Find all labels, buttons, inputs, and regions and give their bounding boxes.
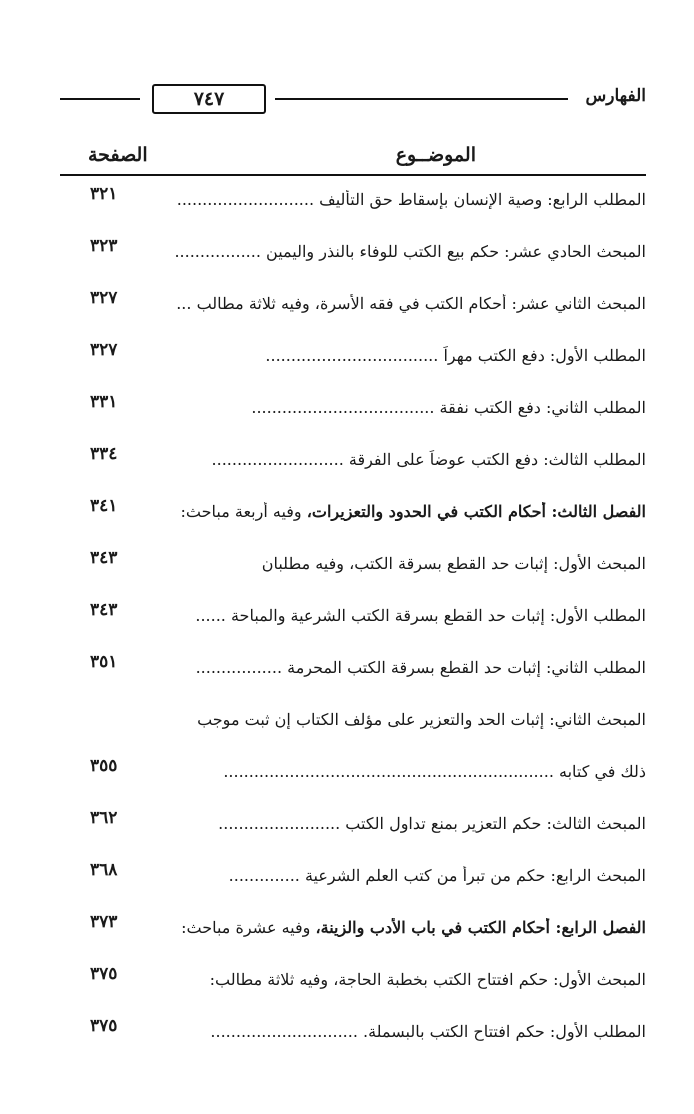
toc-entry-bold: الفصل الثالث: أحكام الكتب في الحدود والتعزيرات، bbox=[306, 502, 646, 521]
toc-entry bbox=[60, 230, 646, 282]
toc-entry bbox=[60, 854, 646, 906]
toc-entry-text bbox=[172, 502, 646, 521]
column-header-page: الصفحة bbox=[88, 144, 148, 166]
toc-entry-text bbox=[172, 190, 646, 209]
toc-entry bbox=[60, 438, 646, 490]
toc-page-number: ٣٧٥ bbox=[90, 964, 118, 984]
toc-entry-title: المطلب الثاني: إثبات حد القطع بسرقة الكتب المحرمة bbox=[287, 658, 646, 677]
toc-page-number: ٣٣٤ bbox=[90, 444, 118, 464]
toc-list bbox=[60, 178, 646, 1062]
toc-leader-dots: .............. bbox=[228, 866, 300, 885]
toc-leader-dots: .................................... bbox=[251, 398, 435, 417]
toc-entry-text bbox=[172, 450, 646, 469]
toc-leader-dots: ........................... bbox=[176, 190, 315, 209]
toc-entry-text bbox=[172, 346, 646, 365]
toc-entry bbox=[60, 698, 646, 750]
page-number-box: ٧٤٧ bbox=[152, 84, 266, 114]
toc-leader-dots: ................. bbox=[195, 658, 283, 677]
running-header bbox=[60, 84, 646, 114]
toc-entry bbox=[60, 178, 646, 230]
toc-entry-title: المطلب الأول: حكم افتتاح الكتب بالبسملة. bbox=[363, 1022, 646, 1041]
toc-leader-dots: ........................ bbox=[218, 814, 341, 833]
toc-entry-title: المبحث الحادي عشر: حكم بيع الكتب للوفاء بالنذر واليمين bbox=[266, 242, 646, 261]
toc-leader-dots: ............................. bbox=[210, 1022, 358, 1041]
toc-page-number: ٣٢٣ bbox=[90, 236, 118, 256]
toc-entry bbox=[60, 958, 646, 1010]
toc-entry-title: المطلب الرابع: وصية الإنسان بإسقاط حق التأليف bbox=[319, 190, 646, 209]
toc-leader-dots: ...... bbox=[195, 606, 226, 625]
toc-page-number: ٣٦٢ bbox=[90, 808, 118, 828]
toc-entry-text bbox=[172, 554, 646, 573]
toc-entry-title: وفيه عشرة مباحث: bbox=[181, 918, 316, 937]
toc-entry-title: المطلب الأول: دفع الكتب مهراً bbox=[443, 346, 646, 365]
toc-entry-title: المبحث الأول: إثبات حد القطع بسرقة الكتب، وفيه مطلبان bbox=[261, 554, 646, 573]
toc-entry-text bbox=[172, 242, 646, 261]
toc-leader-dots: ................................................................. bbox=[223, 762, 554, 781]
toc-entry-text bbox=[172, 918, 646, 937]
header-title: الفهارس bbox=[585, 86, 646, 106]
toc-entry-title: ذلك في كتابه bbox=[559, 762, 646, 781]
toc-entry bbox=[60, 594, 646, 646]
toc-page-number: ٣٥٥ bbox=[90, 756, 118, 776]
header-rule-right bbox=[275, 98, 568, 100]
toc-leader-dots: ... bbox=[176, 294, 192, 313]
column-header-subject: الموضــوع bbox=[395, 144, 476, 166]
toc-entry-bold: الفصل الرابع: أحكام الكتب في باب الأدب والزينة، bbox=[315, 918, 646, 937]
toc-page-number: ٣٢٧ bbox=[90, 288, 118, 308]
toc-page-number: ٣٤٣ bbox=[90, 600, 118, 620]
toc-page-number: ٣٢١ bbox=[90, 184, 118, 204]
toc-entry bbox=[60, 282, 646, 334]
header-divider bbox=[60, 174, 646, 176]
toc-entry bbox=[60, 542, 646, 594]
toc-entry-title: المبحث الثالث: حكم التعزير بمنع تداول الكتب bbox=[345, 814, 646, 833]
toc-entry-text bbox=[172, 294, 646, 313]
toc-entry-text bbox=[172, 1022, 646, 1041]
toc-entry-title: المبحث الثاني: إثبات الحد والتعزير على مؤلف الكتاب إن ثبت موجب bbox=[197, 710, 646, 729]
toc-entry bbox=[60, 334, 646, 386]
toc-entry bbox=[60, 646, 646, 698]
toc-page-number: ٣٢٧ bbox=[90, 340, 118, 360]
toc-page-number: ٣٥١ bbox=[90, 652, 118, 672]
toc-entry bbox=[60, 750, 646, 802]
toc-entry-text bbox=[172, 814, 646, 833]
toc-entry-title: وفيه أربعة مباحث: bbox=[180, 502, 307, 521]
toc-page-number: ٣٧٣ bbox=[90, 912, 118, 932]
toc-page-number: ٣٤١ bbox=[90, 496, 118, 516]
toc-entry bbox=[60, 490, 646, 542]
toc-entry-text bbox=[172, 762, 646, 781]
toc-entry-text bbox=[172, 658, 646, 677]
toc-entry bbox=[60, 906, 646, 958]
toc-entry-title: المطلب الثالث: دفع الكتب عوضاً على الفرقة bbox=[348, 450, 646, 469]
toc-entry-text bbox=[172, 398, 646, 417]
toc-page-number: ٣٦٨ bbox=[90, 860, 118, 880]
toc-entry-text bbox=[172, 710, 646, 729]
toc-leader-dots: .................................. bbox=[265, 346, 439, 365]
column-headers bbox=[60, 142, 646, 178]
toc-entry-title: المبحث الرابع: حكم من تبرأ من كتب العلم الشرعية bbox=[304, 866, 646, 885]
toc-page-number: ٣٧٥ bbox=[90, 1016, 118, 1036]
toc-entry-title: المبحث الأول: حكم افتتاح الكتب بخطبة الحاجة، وفيه ثلاثة مطالب: bbox=[209, 970, 646, 989]
header-rule-left bbox=[60, 98, 140, 100]
toc-entry bbox=[60, 802, 646, 854]
toc-entry bbox=[60, 1010, 646, 1062]
toc-leader-dots: ................. bbox=[174, 242, 261, 261]
toc-entry-title: المبحث الثاني عشر: أحكام الكتب في فقه الأسرة، وفيه ثلاثة مطالب bbox=[196, 294, 646, 313]
toc-page-number: ٣٤٣ bbox=[90, 548, 118, 568]
toc-page-number: ٣٣١ bbox=[90, 392, 118, 412]
toc-entry-title: المطلب الثاني: دفع الكتب نفقة bbox=[439, 398, 646, 417]
toc-entry-title: المطلب الأول: إثبات حد القطع بسرقة الكتب الشرعية والمباحة bbox=[230, 606, 646, 625]
toc-entry-text bbox=[172, 970, 646, 989]
toc-leader-dots: .......................... bbox=[211, 450, 344, 469]
toc-entry bbox=[60, 386, 646, 438]
toc-entry-text bbox=[172, 606, 646, 625]
toc-entry-text bbox=[172, 866, 646, 885]
